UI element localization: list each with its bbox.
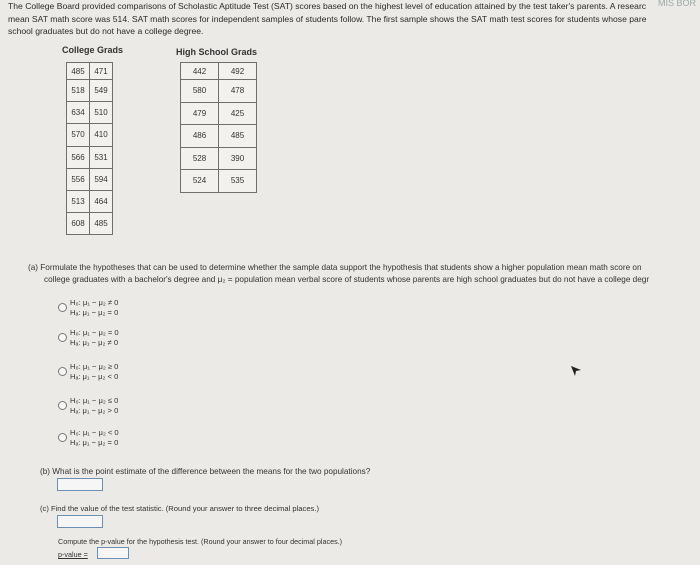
test-statistic-input[interactable] — [57, 515, 103, 528]
null-hypothesis: H₀: μ₁ − μ₂ ≤ 0 — [70, 396, 119, 405]
college-cell: 510 — [90, 102, 113, 124]
hs-cell: 442 — [181, 63, 219, 80]
corner-label: MIS BOR — [657, 0, 696, 8]
college-grads-table — [66, 62, 113, 235]
hs-cell: 390 — [219, 147, 257, 170]
part-c-question: (c) Find the value of the test statistic. (Round your answer to three decimal places.) — [40, 504, 319, 513]
college-cell: 549 — [90, 80, 113, 102]
hypothesis-option[interactable] — [70, 362, 118, 381]
alternative-hypothesis: Hₐ: μ₁ − μ₂ ≠ 0 — [70, 337, 119, 347]
intro-line-2: mean SAT math score was 514. SAT math scores for independent samples of students follow. The first sample shows the SAT math test scores for students whose pare — [8, 13, 647, 24]
hypothesis-option[interactable] — [70, 428, 119, 447]
hs-grads-table — [180, 62, 257, 193]
hypothesis-option[interactable] — [70, 328, 119, 347]
hs-row — [181, 147, 257, 170]
college-cell: 410 — [90, 124, 113, 146]
college-cell: 556 — [67, 168, 90, 190]
pvalue-question: Compute the p-value for the hypothesis test. (Round your answer to four decimal places.) — [58, 537, 343, 546]
pvalue-label: p-value = — [58, 550, 88, 559]
pvalue-input[interactable] — [97, 547, 129, 559]
part-a-line-2: college graduates with a bachelor's degree and μ₂ = population mean verbal score of students whose parents are high school graduates but do not have a college degr — [44, 274, 650, 284]
hs-cell: 528 — [181, 147, 219, 170]
hypothesis-option[interactable] — [70, 298, 118, 317]
intro-line-1: The College Board provided comparisons of Scholastic Aptitude Test (SAT) scores based on the highest level of education attained by the test taker's parents. A researc — [8, 1, 647, 11]
hypothesis-option-radio[interactable] — [58, 367, 67, 376]
hs-cell: 492 — [219, 63, 257, 80]
hypothesis-option-radio[interactable] — [58, 303, 67, 312]
college-cell: 594 — [90, 168, 113, 190]
college-cell: 518 — [67, 80, 90, 102]
college-row — [67, 102, 113, 124]
hs-cell: 535 — [219, 170, 257, 193]
hs-cell: 479 — [181, 102, 219, 125]
hypothesis-option-radio[interactable] — [58, 433, 67, 442]
college-row — [67, 146, 113, 168]
null-hypothesis: H₀: μ₁ − μ₂ = 0 — [70, 328, 119, 337]
alternative-hypothesis: Hₐ: μ₁ − μ₂ = 0 — [70, 307, 119, 317]
college-row — [67, 213, 113, 235]
college-row — [67, 190, 113, 212]
college-cell: 485 — [90, 213, 113, 235]
hs-cell: 524 — [181, 170, 219, 193]
part-a-line-1: (a) Formulate the hypotheses that can be used to determine whether the sample data support the hypothesis that students show a higher population mean math score on — [28, 263, 642, 272]
college-cell: 634 — [67, 102, 90, 124]
part-a-question — [28, 262, 700, 285]
hs-cell: 485 — [219, 125, 257, 148]
mouse-cursor-icon — [570, 364, 582, 382]
college-cell: 570 — [67, 124, 90, 146]
college-cell: 608 — [67, 213, 90, 235]
alternative-hypothesis: Hₐ: μ₁ − μ₂ < 0 — [70, 371, 119, 381]
college-row — [67, 80, 113, 102]
null-hypothesis: H₀: μ₁ − μ₂ < 0 — [70, 428, 119, 437]
hs-cell: 580 — [181, 80, 219, 103]
hs-grads-title: High School Grads — [176, 47, 258, 57]
college-cell: 464 — [90, 190, 113, 212]
college-grads-title: College Grads — [62, 45, 124, 55]
hypothesis-option-radio[interactable] — [58, 333, 67, 342]
college-cell: 513 — [67, 190, 90, 212]
college-row — [67, 168, 113, 190]
hs-cell: 425 — [219, 102, 257, 125]
null-hypothesis: H₀: μ₁ − μ₂ ≥ 0 — [70, 362, 119, 371]
hs-row — [181, 102, 257, 125]
null-hypothesis: H₀: μ₁ − μ₂ ≠ 0 — [70, 298, 119, 307]
alternative-hypothesis: Hₐ: μ₁ − μ₂ = 0 — [70, 437, 119, 447]
hs-row — [181, 80, 257, 103]
alternative-hypothesis: Hₐ: μ₁ − μ₂ > 0 — [70, 405, 119, 415]
part-b-question: (b) What is the point estimate of the difference between the means for the two populations? — [40, 467, 371, 476]
college-cell: 531 — [90, 146, 113, 168]
hs-cell: 486 — [181, 125, 219, 148]
college-cell: 485 — [67, 63, 90, 80]
hs-row — [181, 125, 257, 148]
hypothesis-option-radio[interactable] — [58, 401, 67, 410]
hypothesis-option[interactable] — [70, 396, 118, 415]
point-estimate-input[interactable] — [57, 478, 103, 491]
college-cell: 566 — [67, 146, 90, 168]
college-row — [67, 63, 113, 80]
college-cell: 471 — [90, 63, 113, 80]
problem-intro — [8, 0, 700, 38]
college-row — [67, 124, 113, 146]
hs-row — [181, 170, 257, 193]
intro-line-3: school graduates but do not have a college degree. — [8, 26, 204, 36]
hs-row — [181, 63, 257, 80]
hs-cell: 478 — [219, 80, 257, 103]
